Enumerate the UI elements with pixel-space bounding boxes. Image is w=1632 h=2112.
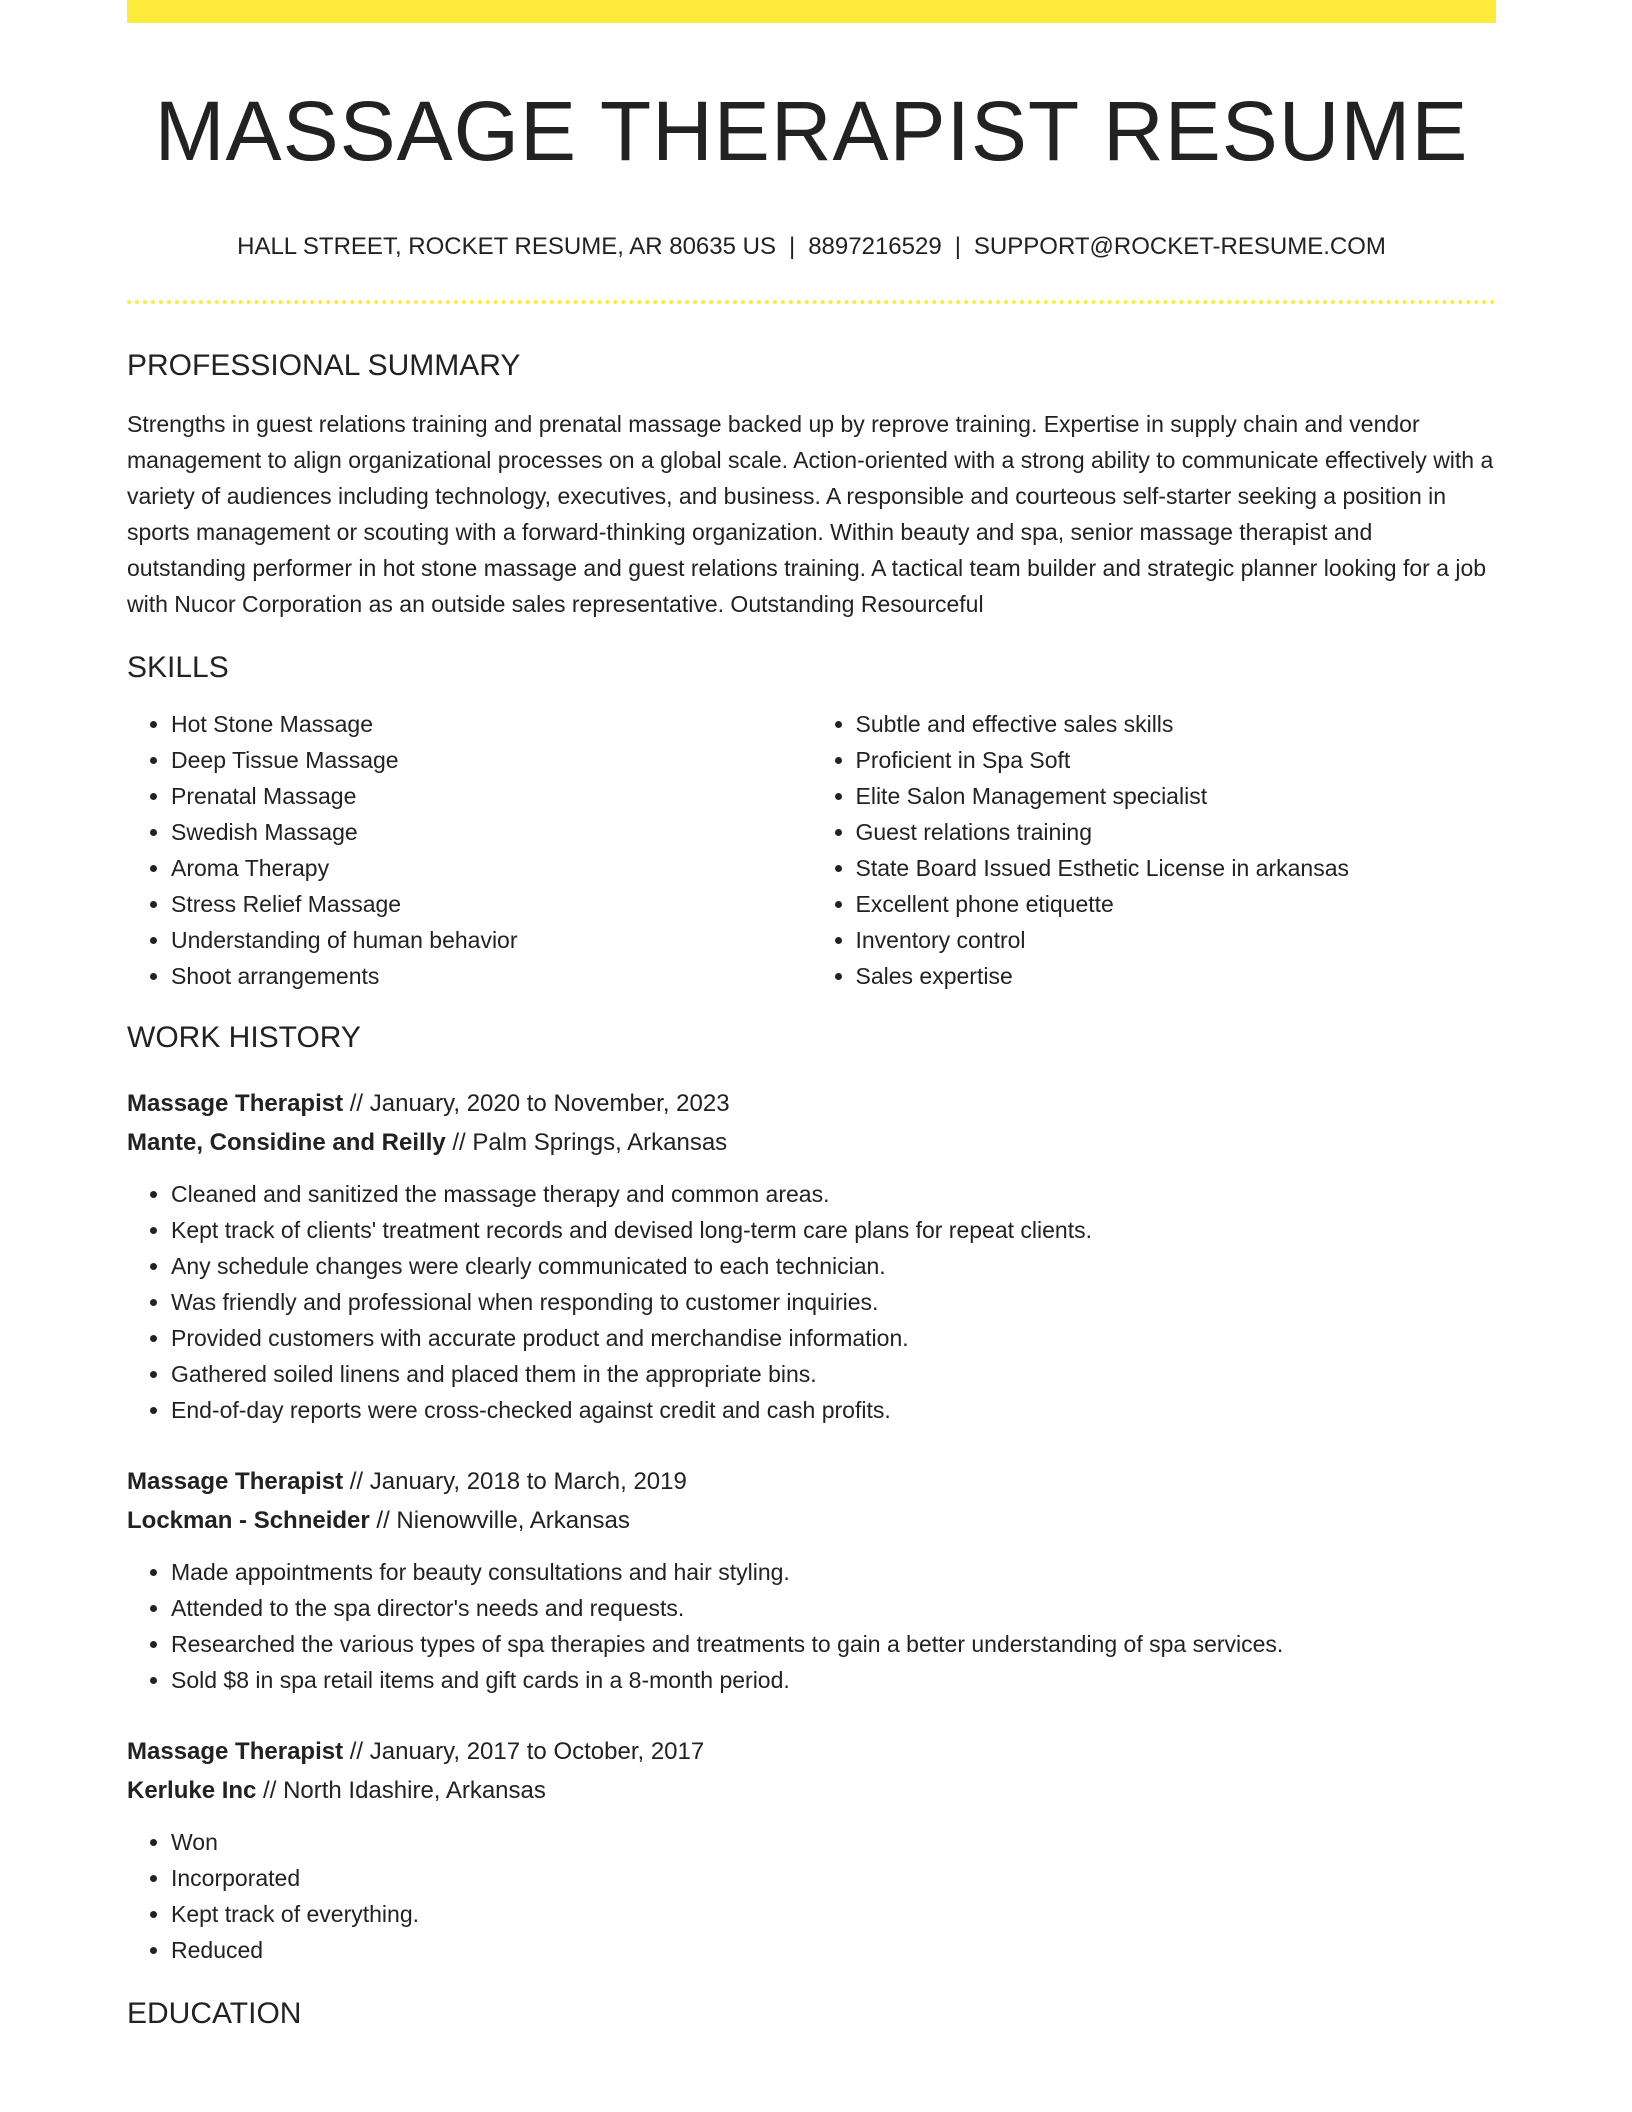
skill-item: • Elite Salon Management specialist bbox=[856, 778, 1497, 814]
job-location: // Palm Springs, Arkansas bbox=[445, 1129, 728, 1157]
top-accent-bar bbox=[127, 0, 1496, 23]
contact-separator: | bbox=[788, 233, 796, 261]
job-entry bbox=[127, 1462, 1496, 1698]
resume-title: MASSAGE THERAPIST RESUME bbox=[154, 84, 1469, 178]
work-history-heading: WORK HISTORY bbox=[127, 1021, 361, 1055]
job-bullet: • Any schedule changes were clearly communicated to each technician. bbox=[171, 1248, 1496, 1284]
job-bullet: • Made appointments for beauty consultations and hair styling. bbox=[171, 1554, 1496, 1590]
job-bullet: • Incorporated bbox=[171, 1860, 1496, 1896]
skill-item: • Proficient in Spa Soft bbox=[856, 742, 1497, 778]
job-title-line bbox=[127, 1084, 1496, 1123]
skill-item: • Hot Stone Massage bbox=[171, 706, 812, 742]
skill-item: • Sales expertise bbox=[856, 958, 1497, 994]
education-heading: EDUCATION bbox=[127, 1997, 302, 2031]
skill-item: • Excellent phone etiquette bbox=[856, 886, 1497, 922]
skill-item: • Deep Tissue Massage bbox=[171, 742, 812, 778]
job-company: Lockman - Schneider bbox=[127, 1507, 370, 1535]
skill-item: • Aroma Therapy bbox=[171, 850, 812, 886]
job-bullets bbox=[127, 1824, 1496, 1968]
job-dates: // January, 2017 to October, 2017 bbox=[343, 1738, 705, 1766]
job-bullet: • Gathered soiled linens and placed them in the appropriate bins. bbox=[171, 1356, 1496, 1392]
skill-item: • Swedish Massage bbox=[171, 814, 812, 850]
contact-separator: | bbox=[954, 233, 961, 261]
job-company: Mante, Considine and Reilly bbox=[127, 1129, 446, 1157]
dotted-divider bbox=[127, 300, 1496, 304]
job-company-line bbox=[127, 1771, 1496, 1810]
skill-item: • Shoot arrangements bbox=[171, 958, 812, 994]
job-title-line bbox=[127, 1462, 1496, 1501]
resume-page bbox=[127, 0, 1496, 2032]
job-location: // North Idashire, Arkansas bbox=[256, 1777, 546, 1805]
job-role: Massage Therapist bbox=[127, 1738, 344, 1766]
skills-heading: SKILLS bbox=[127, 651, 229, 685]
skill-item: • Stress Relief Massage bbox=[171, 886, 812, 922]
contact-phone: 8897216529 bbox=[808, 233, 942, 261]
job-bullet: • Was friendly and professional when responding to customer inquiries. bbox=[171, 1284, 1496, 1320]
job-role: Massage Therapist bbox=[127, 1090, 344, 1118]
skill-item: • Subtle and effective sales skills bbox=[856, 706, 1497, 742]
job-dates: // January, 2020 to November, 2023 bbox=[343, 1090, 730, 1118]
job-bullet: • Kept track of everything. bbox=[171, 1896, 1496, 1932]
job-bullet: • Won bbox=[171, 1824, 1496, 1860]
job-role: Massage Therapist bbox=[127, 1468, 344, 1496]
skill-item: • Prenatal Massage bbox=[171, 778, 812, 814]
job-bullet: • Reduced bbox=[171, 1932, 1496, 1968]
job-company: Kerluke Inc bbox=[127, 1777, 257, 1805]
skill-item: • Guest relations training bbox=[856, 814, 1497, 850]
skills-list-left bbox=[127, 706, 812, 994]
job-bullet: • Sold $8 in spa retail items and gift cards in a 8-month period. bbox=[171, 1662, 1496, 1698]
job-bullet: • Kept track of clients' treatment records and devised long-term care plans for repeat clients. bbox=[171, 1212, 1496, 1248]
skill-item: • Inventory control bbox=[856, 922, 1497, 958]
skill-item: • State Board Issued Esthetic License in arkansas bbox=[856, 850, 1497, 886]
summary-text: Strengths in guest relations training and prenatal massage backed up by reprove training. Expertise in supply chain and vendor management to align organizational processes on a global scale. Action-oriented with a strong ability to communicate effectively with a variety of audiences including technology, executives, and business. A responsible and courteous self-starter seeking a position in sports management or scouting with a forward-thinking organization. Within beauty and spa, senior massage therapist and outstanding performer in hot stone massage and guest relations training. A tactical team builder and strategic planner looking for a job with Nucor Corporation as an outside sales representative. Outstanding Resourceful bbox=[127, 411, 1494, 618]
job-bullet: • Researched the various types of spa therapies and treatments to gain a better understanding of spa services. bbox=[171, 1626, 1496, 1662]
job-dates: // January, 2018 to March, 2019 bbox=[343, 1468, 687, 1496]
contact-line bbox=[127, 233, 1496, 262]
job-bullet: • Cleaned and sanitized the massage therapy and common areas. bbox=[171, 1176, 1496, 1212]
contact-address: HALL STREET, ROCKET RESUME, AR 80635 US bbox=[237, 233, 776, 261]
job-bullets bbox=[127, 1554, 1496, 1698]
summary-heading: PROFESSIONAL SUMMARY bbox=[127, 349, 521, 383]
job-bullets bbox=[127, 1176, 1496, 1428]
job-bullet: • Provided customers with accurate product and merchandise information. bbox=[171, 1320, 1496, 1356]
job-location: // Nienowville, Arkansas bbox=[369, 1507, 630, 1535]
job-bullet: • End-of-day reports were cross-checked against credit and cash profits. bbox=[171, 1392, 1496, 1428]
job-bullet: • Attended to the spa director's needs and requests. bbox=[171, 1590, 1496, 1626]
skill-item: • Understanding of human behavior bbox=[171, 922, 812, 958]
skills-columns bbox=[127, 706, 1496, 994]
skills-list-right bbox=[812, 706, 1497, 994]
contact-email: SUPPORT@ROCKET-RESUME.COM bbox=[973, 233, 1386, 261]
job-company-line bbox=[127, 1123, 1496, 1162]
job-title-line bbox=[127, 1732, 1496, 1771]
job-entry bbox=[127, 1084, 1496, 1428]
job-company-line bbox=[127, 1501, 1496, 1540]
job-entry bbox=[127, 1732, 1496, 1968]
